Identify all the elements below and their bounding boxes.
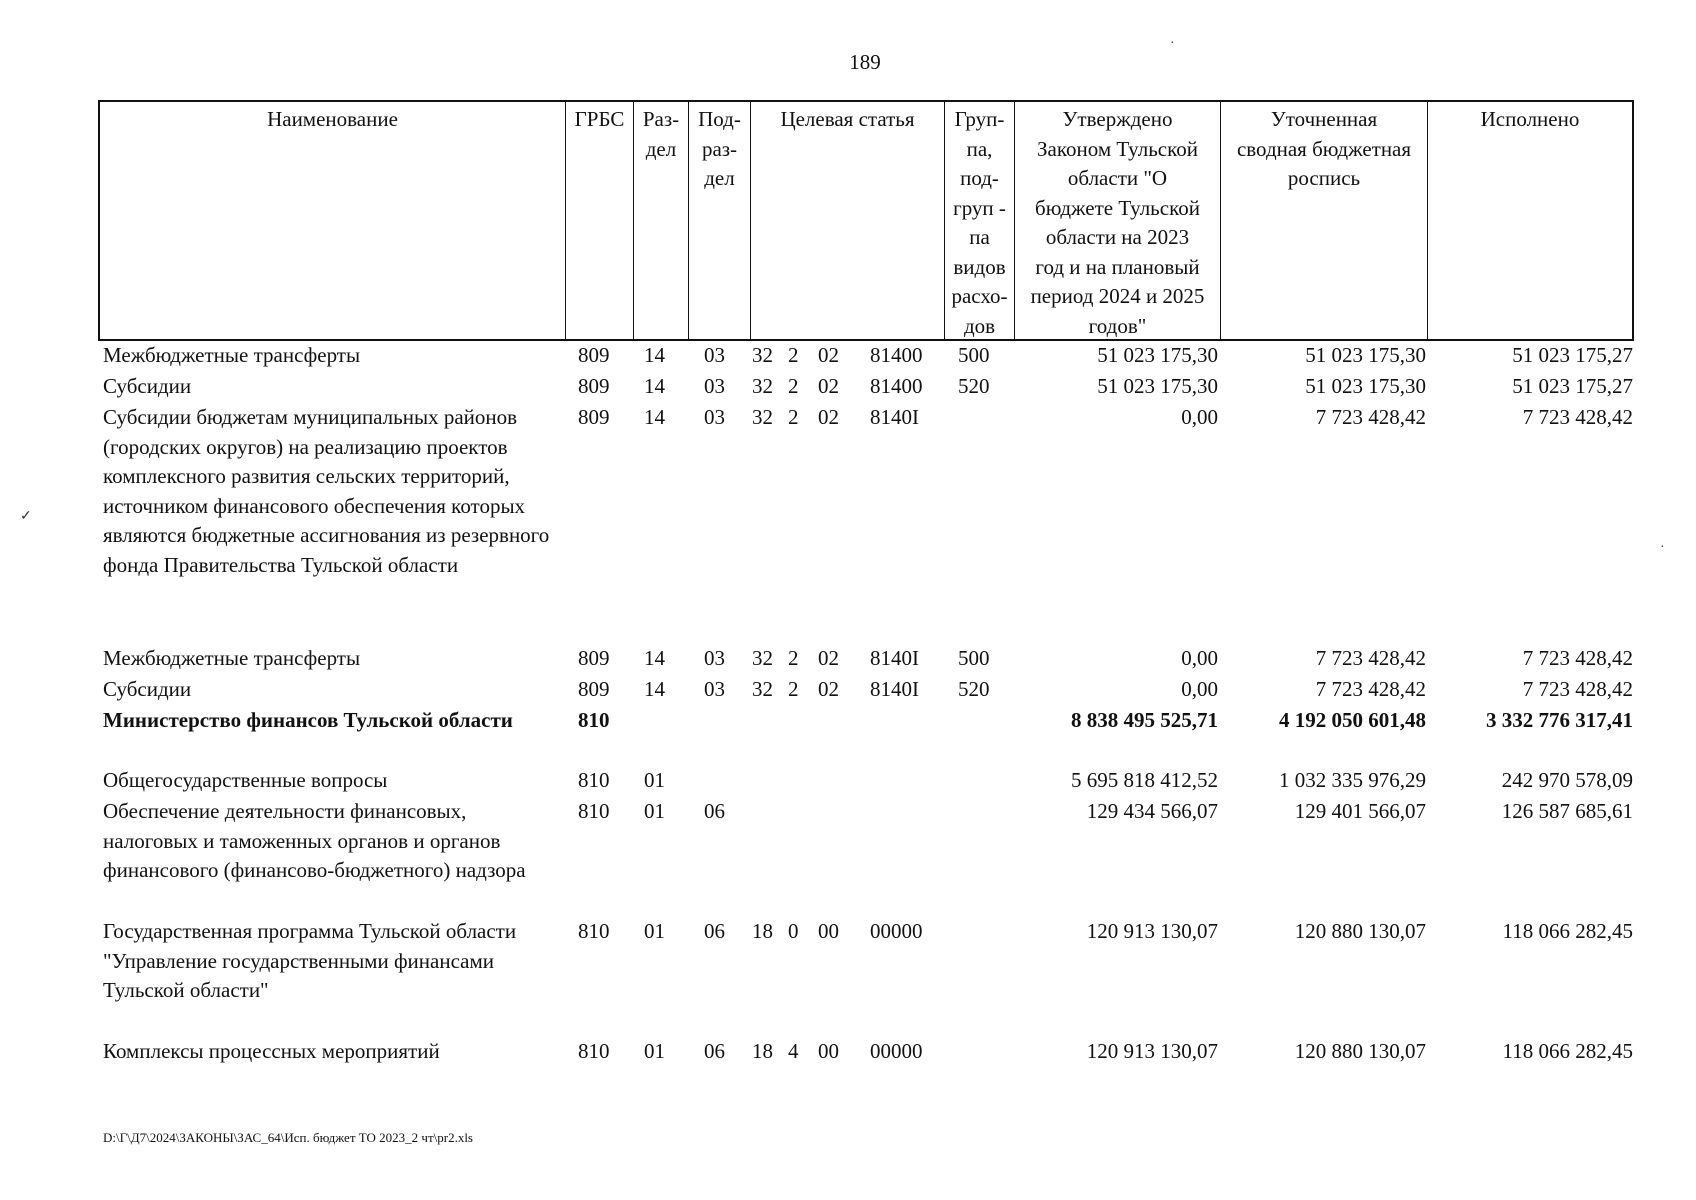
cell-exec: 51 023 175,27 <box>1512 374 1633 398</box>
cell-ts1: 32 <box>752 343 773 367</box>
cell-ts4: 8140I <box>870 405 919 429</box>
cell-exec: 126 587 685,61 <box>1501 799 1633 823</box>
cell-refd: 120 880 130,07 <box>1294 1039 1426 1063</box>
cell-exec: 7 723 428,42 <box>1522 646 1633 670</box>
header-approved: Утверждено Законом Тульской области "О бюджете Тульской области на 2023 год и на плановый период 2024 и 2025 годов" <box>1014 102 1220 339</box>
cell-exec: 51 023 175,27 <box>1512 343 1633 367</box>
cell-grbs: 809 <box>578 374 610 398</box>
cell-ts2: 2 <box>788 677 799 701</box>
header-executed: Исполнено <box>1427 102 1632 339</box>
cell-ts1: 18 <box>752 919 773 943</box>
cell-grp: 520 <box>958 374 990 398</box>
cell-ts1: 32 <box>752 374 773 398</box>
cell-exec: 118 066 282,45 <box>1502 1039 1633 1063</box>
cell-refd: 7 723 428,42 <box>1315 677 1426 701</box>
cell-podr: 03 <box>704 646 725 670</box>
cell-refd: 4 192 050 601,48 <box>1279 708 1426 732</box>
cell-ts2: 2 <box>788 646 799 670</box>
cell-razd: 14 <box>644 374 665 398</box>
cell-ts2: 4 <box>788 1039 799 1063</box>
cell-name: Субсидии <box>103 677 192 701</box>
cell-exec: 3 332 776 317,41 <box>1486 708 1633 732</box>
cell-appr: 51 023 175,30 <box>1097 374 1218 398</box>
header-grbs: ГРБС <box>565 102 633 339</box>
header-gruppa: Груп- па, под- груп - па видов расхо- дов <box>944 102 1014 339</box>
scan-mark: ✓ <box>20 509 32 524</box>
file-path-footer: D:\Г\Д7\2024\ЗАКОНЫ\ЗАС_64\Исп. бюджет ТО 2023_2 чт\pr2.xls <box>103 1130 473 1145</box>
cell-ts1: 32 <box>752 677 773 701</box>
cell-ts4: 00000 <box>870 919 923 943</box>
cell-name: Обеспечение деятельности финансовых, налоговых и таможенных органов и органов финансового (финансово-бюджетного) надзора <box>103 799 526 882</box>
cell-podr: 06 <box>704 919 725 943</box>
cell-ts1: 32 <box>752 405 773 429</box>
cell-ts3: 02 <box>818 405 839 429</box>
cell-ts2: 2 <box>788 405 799 429</box>
cell-grbs: 810 <box>578 799 610 823</box>
header-name: Наименование <box>267 107 398 131</box>
cell-refd: 7 723 428,42 <box>1315 646 1426 670</box>
cell-grbs: 809 <box>578 343 610 367</box>
cell-razd: 14 <box>644 405 665 429</box>
cell-refd: 51 023 175,30 <box>1305 374 1426 398</box>
cell-ts4: 8140I <box>870 677 919 701</box>
header-celevaya-statya: Целевая статья <box>750 102 944 339</box>
cell-appr: 129 434 566,07 <box>1086 799 1218 823</box>
cell-appr: 8 838 495 525,71 <box>1071 708 1218 732</box>
cell-razd: 14 <box>644 343 665 367</box>
cell-razd: 14 <box>644 646 665 670</box>
cell-refd: 1 032 335 976,29 <box>1279 768 1426 792</box>
page-number: 189 <box>849 50 881 74</box>
cell-name: Межбюджетные трансферты <box>103 343 361 367</box>
cell-podr: 03 <box>704 343 725 367</box>
cell-ts1: 18 <box>752 1039 773 1063</box>
cell-appr: 120 913 130,07 <box>1086 919 1218 943</box>
cell-ts3: 00 <box>818 919 839 943</box>
cell-razd: 01 <box>644 919 665 943</box>
cell-exec: 242 970 578,09 <box>1501 768 1633 792</box>
cell-grbs: 810 <box>578 1039 610 1063</box>
cell-appr: 5 695 818 412,52 <box>1071 768 1218 792</box>
cell-refd: 129 401 566,07 <box>1294 799 1426 823</box>
cell-grbs: 809 <box>578 405 610 429</box>
cell-razd: 01 <box>644 1039 665 1063</box>
cell-ts3: 02 <box>818 343 839 367</box>
cell-ts2: 2 <box>788 374 799 398</box>
cell-refd: 7 723 428,42 <box>1315 405 1426 429</box>
cell-appr: 0,00 <box>1181 646 1218 670</box>
cell-appr: 0,00 <box>1181 405 1218 429</box>
cell-name: Межбюджетные трансферты <box>103 646 361 670</box>
cell-ts4: 81400 <box>870 374 923 398</box>
cell-name: Государственная программа Тульской области "Управление государственными финансами Тульской области" <box>103 919 517 1002</box>
header-razdel: Раз- дел <box>633 102 688 339</box>
scan-mark: · <box>1660 540 1665 555</box>
cell-exec: 118 066 282,45 <box>1502 919 1633 943</box>
cell-ts3: 02 <box>818 646 839 670</box>
scan-mark: · <box>1170 36 1175 51</box>
cell-ts3: 02 <box>818 374 839 398</box>
cell-podr: 03 <box>704 374 725 398</box>
cell-ts4: 00000 <box>870 1039 923 1063</box>
cell-grbs: 809 <box>578 677 610 701</box>
cell-ts4: 81400 <box>870 343 923 367</box>
cell-name: Министерство финансов Тульской области <box>103 708 513 732</box>
cell-razd: 14 <box>644 677 665 701</box>
cell-podr: 06 <box>704 799 725 823</box>
cell-appr: 51 023 175,30 <box>1097 343 1218 367</box>
cell-appr: 0,00 <box>1181 677 1218 701</box>
cell-razd: 01 <box>644 768 665 792</box>
cell-refd: 51 023 175,30 <box>1305 343 1426 367</box>
cell-exec: 7 723 428,42 <box>1522 405 1633 429</box>
cell-grbs: 810 <box>578 919 610 943</box>
cell-grbs: 810 <box>578 768 610 792</box>
cell-name: Субсидии бюджетам муниципальных районов (городских округов) на реализацию проектов комплексного развития сельских территорий, источником финансового обеспечения которых являются бюджетные ассигнования из резервного фонда Правительства Тульской области <box>103 405 550 577</box>
cell-grbs: 809 <box>578 646 610 670</box>
table-header <box>98 100 1634 341</box>
cell-grp: 500 <box>958 343 990 367</box>
cell-grp: 520 <box>958 677 990 701</box>
cell-podr: 03 <box>704 677 725 701</box>
cell-grbs: 810 <box>578 708 610 732</box>
cell-name: Комплексы процессных мероприятий <box>103 1039 440 1063</box>
cell-name: Субсидии <box>103 374 192 398</box>
cell-podr: 06 <box>704 1039 725 1063</box>
cell-ts3: 00 <box>818 1039 839 1063</box>
cell-name: Общегосударственные вопросы <box>103 768 388 792</box>
cell-exec: 7 723 428,42 <box>1522 677 1633 701</box>
cell-podr: 03 <box>704 405 725 429</box>
cell-ts1: 32 <box>752 646 773 670</box>
cell-ts2: 2 <box>788 343 799 367</box>
header-podrazdel: Под- раз- дел <box>688 102 750 339</box>
cell-refd: 120 880 130,07 <box>1294 919 1426 943</box>
cell-ts2: 0 <box>788 919 799 943</box>
cell-razd: 01 <box>644 799 665 823</box>
cell-grp: 500 <box>958 646 990 670</box>
cell-appr: 120 913 130,07 <box>1086 1039 1218 1063</box>
header-refined: Уточненная сводная бюджетная роспись <box>1220 102 1427 339</box>
cell-ts4: 8140I <box>870 646 919 670</box>
cell-ts3: 02 <box>818 677 839 701</box>
